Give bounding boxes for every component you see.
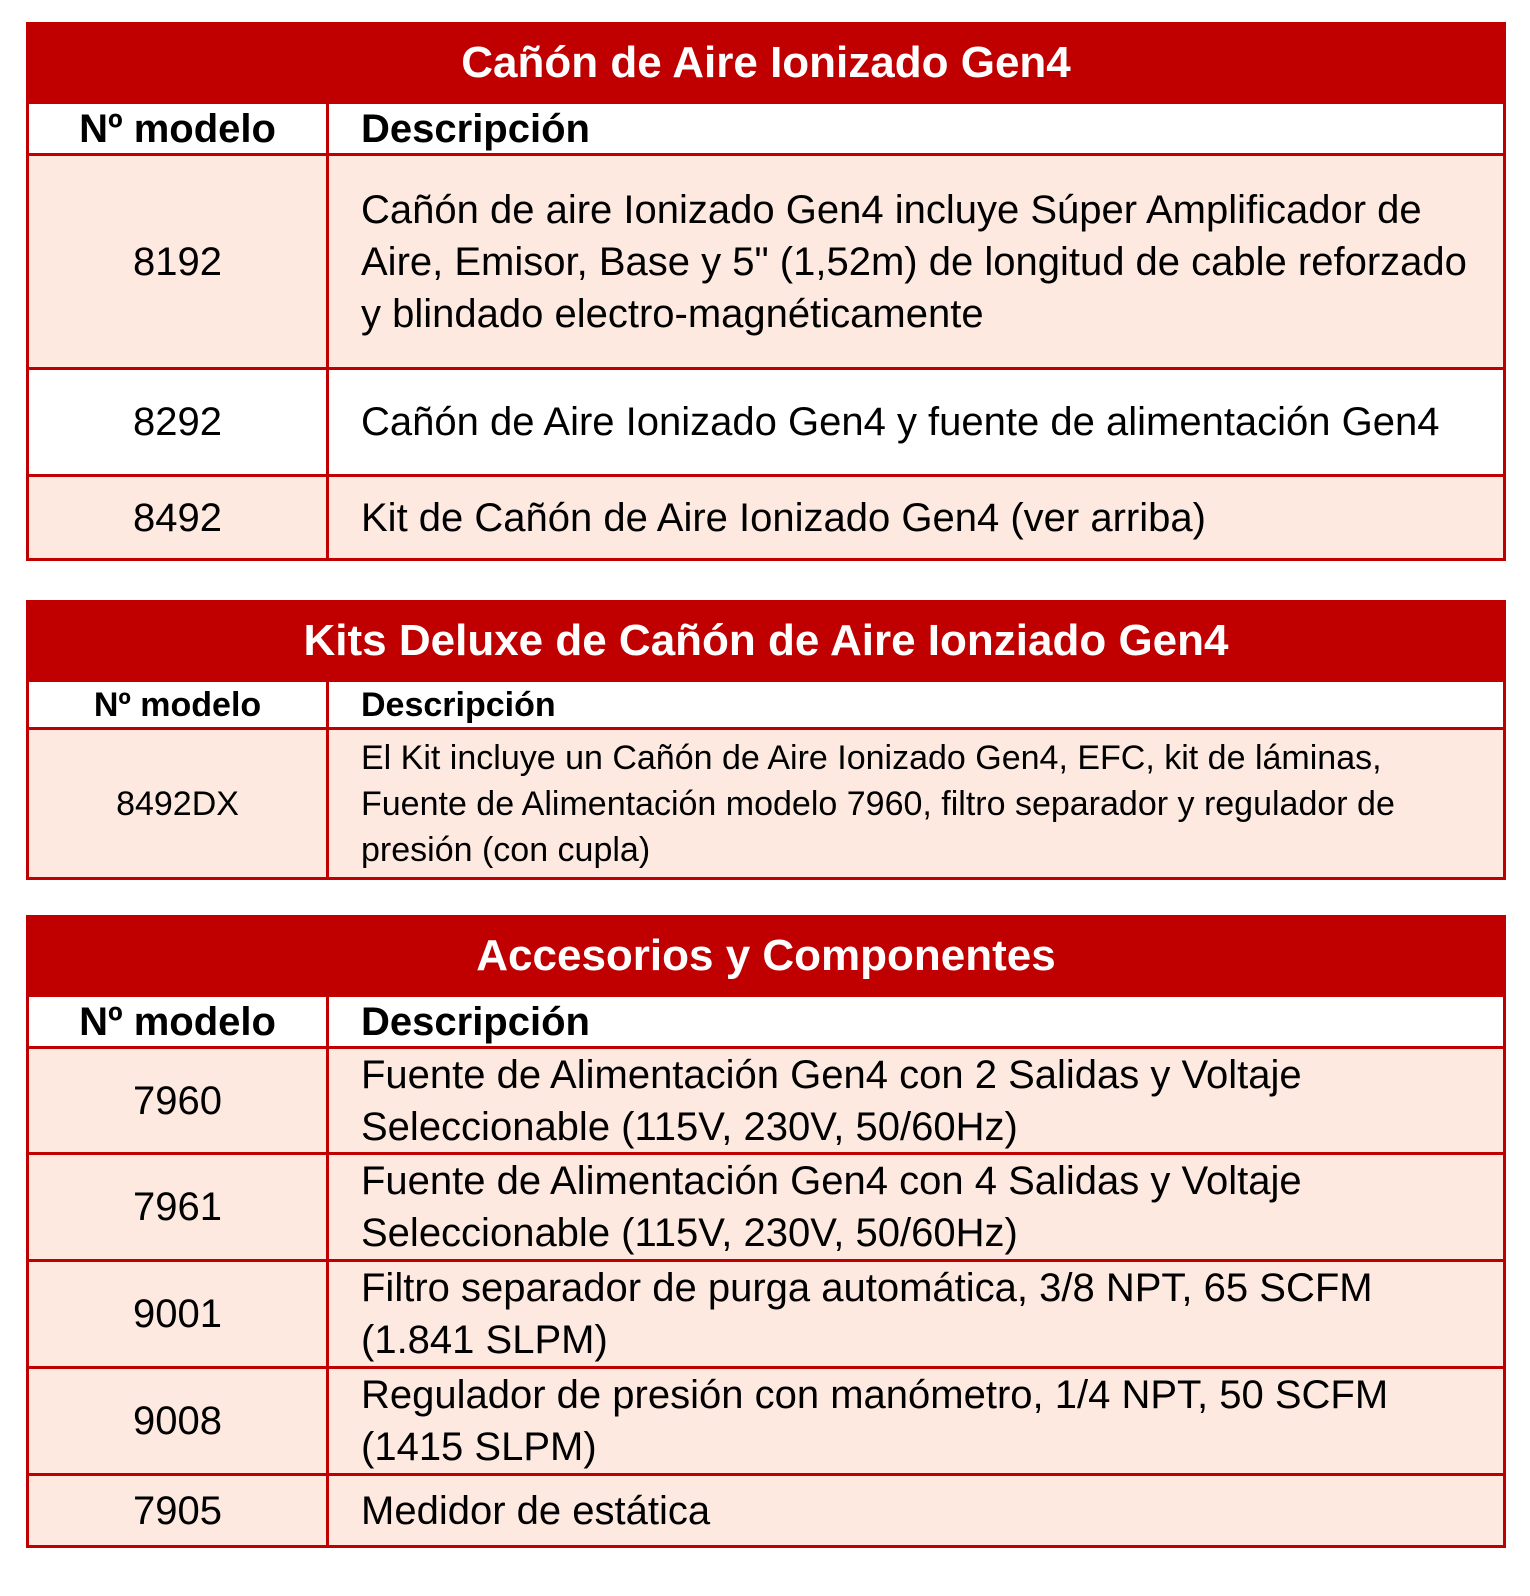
table-title: Accesorios y Componentes xyxy=(29,918,1503,994)
table-header-row xyxy=(29,101,1503,153)
description-cell: Filtro separador de purga automática, 3/8 NPT, 65 SCFM (1.841 SLPM) xyxy=(361,1266,1373,1362)
model-cell: 7960 xyxy=(29,1049,329,1152)
table-header-row xyxy=(29,679,1503,727)
column-header-description: Descripción xyxy=(361,685,556,724)
description-cell: Cañón de Aire Ionizado Gen4 y fuente de alimentación Gen4 xyxy=(361,400,1440,444)
column-header-description: Descripción xyxy=(361,106,590,151)
table-header-row xyxy=(29,994,1503,1046)
table-title: Kits Deluxe de Cañón de Aire Ionziado Gen4 xyxy=(29,603,1503,679)
column-header-model: Nº modelo xyxy=(29,682,329,727)
description-cell: Cañón de aire Ionizado Gen4 incluye Súper Amplificador de Aire, Emisor, Base y 5" (1,52m) de longitud de cable reforzado y blindado electro-magnéticamente xyxy=(361,187,1467,336)
table-accesorios-componentes xyxy=(26,915,1506,1548)
description-cell: Fuente de Alimentación Gen4 con 2 Salidas y Voltaje Seleccionable (115V, 230V, 50/60Hz) xyxy=(361,1052,1302,1149)
table-canon-aire-ionizado xyxy=(26,22,1506,561)
model-cell: 8492DX xyxy=(29,730,329,877)
description-cell: Fuente de Alimentación Gen4 con 4 Salidas y Voltaje Seleccionable (115V, 230V, 50/60Hz) xyxy=(361,1159,1302,1255)
table-row xyxy=(29,1259,1503,1366)
table-row xyxy=(29,1366,1503,1473)
model-cell: 9008 xyxy=(29,1369,329,1473)
model-cell: 9001 xyxy=(29,1262,329,1366)
description-cell: Kit de Cañón de Aire Ionizado Gen4 (ver arriba) xyxy=(361,495,1206,540)
table-title: Cañón de Aire Ionizado Gen4 xyxy=(29,25,1503,101)
table-row xyxy=(29,367,1503,474)
table-row xyxy=(29,1046,1503,1152)
table-row xyxy=(29,153,1503,367)
description-cell: Regulador de presión con manómetro, 1/4 NPT, 50 SCFM (1415 SLPM) xyxy=(361,1373,1389,1469)
model-cell: 8492 xyxy=(29,477,329,558)
column-header-model: Nº modelo xyxy=(29,104,329,153)
description-cell: El Kit incluye un Cañón de Aire Ionizado Gen4, EFC, kit de láminas, Fuente de Alimentación modelo 7960, filtro separador y regulador de presión (con cupla) xyxy=(361,738,1395,869)
table-row xyxy=(29,1473,1503,1545)
column-header-description: Descripción xyxy=(361,999,590,1044)
column-header-model: Nº modelo xyxy=(29,997,329,1046)
model-cell: 7905 xyxy=(29,1476,329,1545)
model-cell: 7961 xyxy=(29,1155,329,1259)
table-row xyxy=(29,727,1503,877)
model-cell: 8292 xyxy=(29,370,329,474)
description-cell: Medidor de estática xyxy=(361,1488,711,1533)
table-row xyxy=(29,1152,1503,1259)
table-row xyxy=(29,474,1503,558)
model-cell: 8192 xyxy=(29,156,329,367)
table-kits-deluxe xyxy=(26,600,1506,880)
